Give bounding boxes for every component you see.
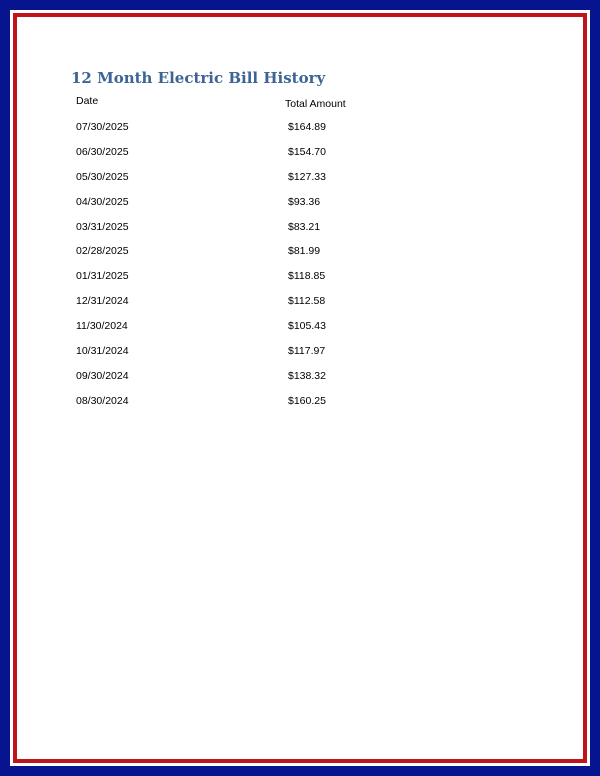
row-date: 11/30/2024: [76, 320, 128, 333]
row-amount: $127.33: [288, 170, 326, 183]
row-date: 07/30/2025: [76, 121, 129, 133]
row-date: 03/31/2025: [76, 220, 129, 233]
table-row: [17, 295, 583, 320]
row-amount: $160.25: [288, 394, 326, 407]
row-amount: $105.43: [288, 320, 326, 333]
table-row: [17, 320, 583, 345]
row-date: 12/31/2024: [76, 295, 129, 308]
row-amount: $112.58: [288, 295, 326, 308]
table-row: [17, 370, 583, 395]
row-date: 04/30/2025: [76, 195, 129, 208]
row-date: 08/30/2024: [76, 394, 129, 407]
row-date: 01/31/2025: [76, 270, 129, 283]
table-row: [17, 395, 583, 420]
row-date: 05/30/2025: [76, 170, 129, 183]
row-amount: $81.99: [288, 245, 321, 258]
document-content: [17, 17, 583, 759]
row-amount: $118.85: [288, 270, 326, 283]
bill-history-table: [17, 121, 583, 420]
row-amount: $164.89: [288, 121, 326, 133]
column-header-total-amount: Total Amount: [285, 98, 346, 110]
row-amount: $154.70: [288, 145, 326, 158]
row-amount: $117.97: [288, 345, 326, 358]
table-row: [17, 196, 583, 221]
table-row: [17, 171, 583, 196]
row-date: 09/30/2024: [76, 369, 129, 382]
row-amount: $83.21: [288, 220, 321, 233]
table-row: [17, 121, 583, 146]
column-header-date: Date: [76, 95, 99, 107]
row-amount: $138.32: [288, 369, 326, 382]
table-row: [17, 345, 583, 370]
table-row: [17, 146, 583, 171]
table-row: [17, 270, 583, 295]
row-date: 02/28/2025: [76, 245, 129, 258]
row-date: 10/31/2024: [76, 345, 129, 358]
row-amount: $93.36: [288, 195, 321, 208]
document-title: 12 Month Electric Bill History: [71, 69, 326, 87]
table-row: [17, 245, 583, 270]
table-row: [17, 221, 583, 246]
row-date: 06/30/2025: [76, 145, 129, 158]
